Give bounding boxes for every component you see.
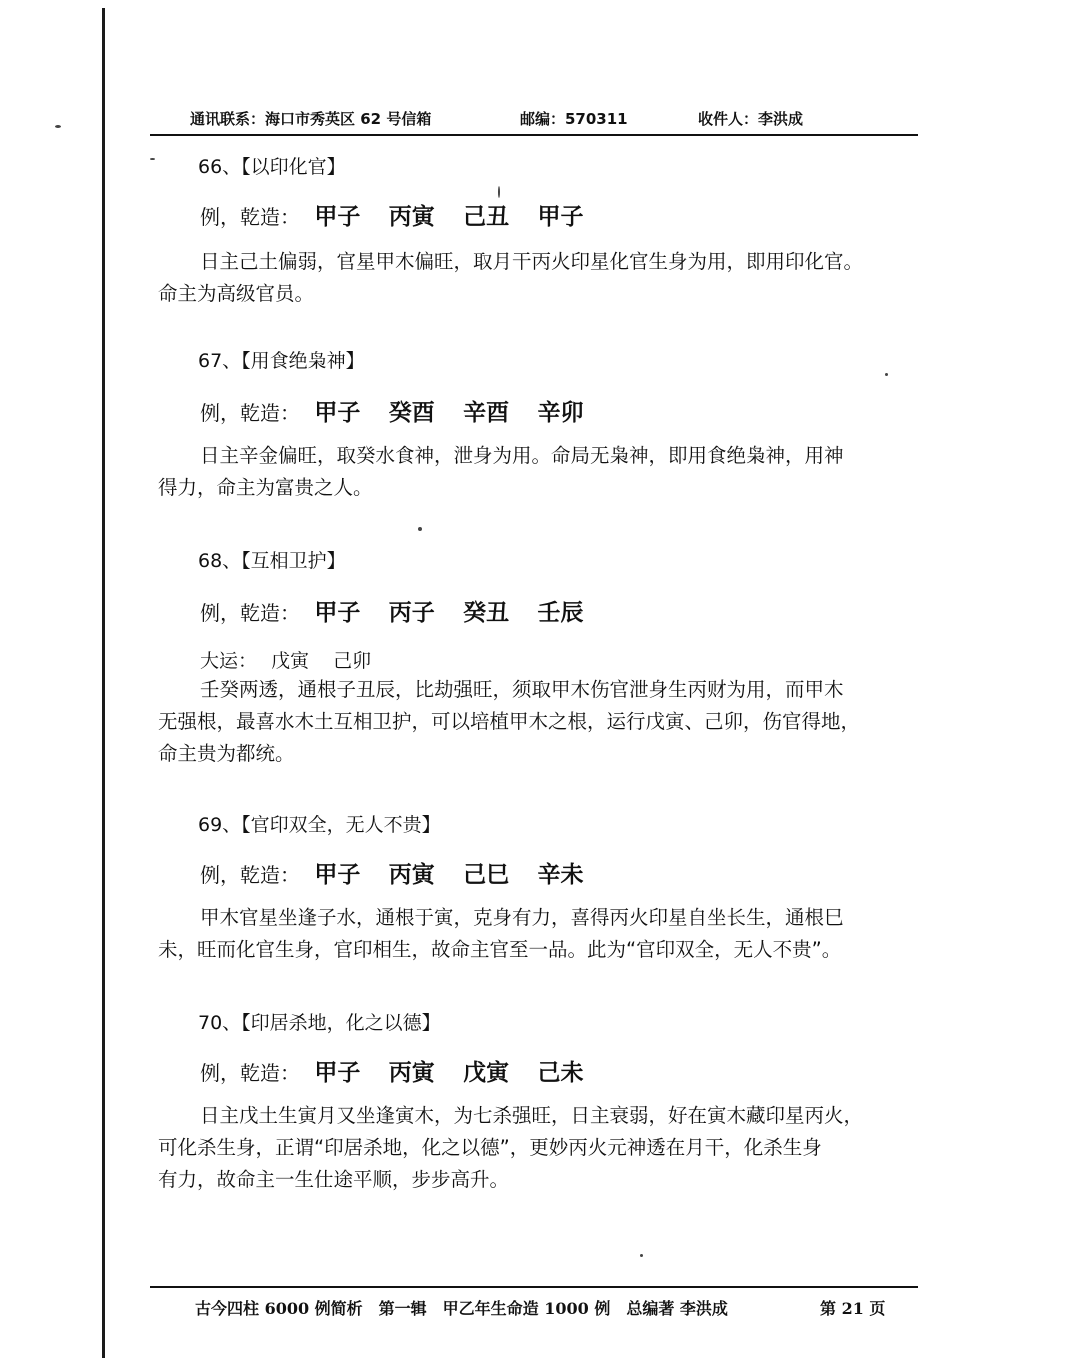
scan-speck bbox=[418, 527, 422, 531]
scan-speck bbox=[640, 1254, 643, 1257]
text-line: 日主戊土生寅月又坐逢寅木，为七杀强旺，日主衰弱，好在寅木藏印星丙火， bbox=[200, 1104, 864, 1127]
text-line: 命主贵为都统。 bbox=[158, 742, 295, 765]
entry-67-text bbox=[158, 440, 918, 504]
example-label: 例，乾造： bbox=[200, 205, 300, 229]
footer-book-title: 古今四柱 6000 例简析 第一辑 甲乙年生命造 1000 例 总编著 李洪成 bbox=[195, 1299, 728, 1318]
header-contact: 通讯联系：海口市秀英区 62 号信箱 bbox=[190, 110, 432, 128]
entry-66-title: 66、【以印化官】 bbox=[198, 156, 346, 178]
entry-68-example bbox=[200, 594, 605, 627]
day-pillar: 己巳 bbox=[463, 862, 510, 888]
entry-69-text bbox=[158, 902, 918, 966]
dayun-value: 己卯 bbox=[333, 650, 372, 672]
entry-69-example bbox=[200, 856, 605, 889]
day-pillar: 辛酉 bbox=[463, 400, 510, 426]
year-pillar: 甲子 bbox=[314, 204, 361, 230]
hour-pillar: 辛未 bbox=[537, 862, 584, 888]
hour-pillar: 辛卯 bbox=[537, 400, 584, 426]
entry-69-title: 69、【官印双全，无人不贵】 bbox=[198, 814, 441, 836]
hour-pillar: 己未 bbox=[537, 1060, 584, 1086]
scan-speck bbox=[55, 125, 61, 128]
entry-68-text bbox=[158, 674, 918, 770]
header-recipient: 收件人：李洪成 bbox=[698, 110, 804, 128]
month-pillar: 丙寅 bbox=[388, 1060, 435, 1086]
entry-70-example bbox=[200, 1054, 605, 1087]
text-line: 命主为高级官员。 bbox=[158, 282, 315, 305]
page-number: 第 21 页 bbox=[820, 1299, 886, 1318]
text-line: 甲木官星坐逢子水，通根于寅，克身有力，喜得丙火印星自坐长生，通根巳 bbox=[200, 906, 844, 929]
text-line: 得力，命主为富贵之人。 bbox=[158, 476, 373, 499]
year-pillar: 甲子 bbox=[314, 1060, 361, 1086]
dayun-label: 大运： bbox=[200, 650, 258, 672]
dayun-value: 戊寅 bbox=[271, 650, 310, 672]
example-label: 例，乾造： bbox=[200, 601, 300, 625]
day-pillar: 己丑 bbox=[463, 204, 510, 230]
month-pillar: 丙寅 bbox=[388, 862, 435, 888]
example-label: 例，乾造： bbox=[200, 401, 300, 425]
example-label: 例，乾造： bbox=[200, 863, 300, 887]
entry-67-example bbox=[200, 394, 605, 427]
month-pillar: 癸酉 bbox=[388, 400, 435, 426]
header-postcode: 邮编：570311 bbox=[520, 110, 628, 128]
entry-70-title: 70、【印居杀地，化之以德】 bbox=[198, 1012, 441, 1034]
page-header bbox=[190, 108, 920, 134]
hour-pillar: 甲子 bbox=[537, 204, 584, 230]
text-line: 壬癸两透，通根子丑辰，比劫强旺，须取甲木伤官泄身生丙财为用，而甲木 bbox=[200, 678, 844, 701]
year-pillar: 甲子 bbox=[314, 600, 361, 626]
month-pillar: 丙寅 bbox=[388, 204, 435, 230]
entry-68-dayun bbox=[200, 646, 389, 673]
text-line: 可化杀生身，正谓“印居杀地，化之以德”，更妙丙火元神透在月干，化杀生身 bbox=[158, 1136, 822, 1159]
text-line: 无强根，最喜水木土互相卫护，可以培植甲木之根，运行戊寅、己卯，伤官得地， bbox=[158, 710, 861, 733]
entry-68-title: 68、【互相卫护】 bbox=[198, 550, 346, 572]
scan-speck bbox=[885, 373, 888, 376]
example-label: 例，乾造： bbox=[200, 1061, 300, 1085]
text-line: 日主己土偏弱，官星甲木偏旺，取月干丙火印星化官生身为用，即用印化官。 bbox=[200, 250, 864, 273]
text-line: 未，旺而化官生身，官印相生，故命主官至一品。此为“官印双全，无人不贵”。 bbox=[158, 938, 842, 961]
scan-speck bbox=[498, 186, 500, 198]
month-pillar: 丙子 bbox=[388, 600, 435, 626]
scan-speck bbox=[150, 158, 155, 160]
entry-66-text bbox=[158, 246, 918, 310]
hour-pillar: 壬辰 bbox=[537, 600, 584, 626]
entry-67-title: 67、【用食绝枭神】 bbox=[198, 350, 365, 372]
entry-66-example bbox=[200, 198, 605, 231]
binding-line bbox=[102, 8, 105, 1358]
text-line: 日主辛金偏旺，取癸水食神，泄身为用。命局无枭神，即用食绝枭神，用神 bbox=[200, 444, 844, 467]
footer-rule bbox=[150, 1286, 918, 1288]
text-line: 有力，故命主一生仕途平顺，步步高升。 bbox=[158, 1168, 510, 1191]
header-rule bbox=[150, 134, 918, 136]
entry-70-text bbox=[158, 1100, 918, 1196]
year-pillar: 甲子 bbox=[314, 400, 361, 426]
page-footer bbox=[195, 1296, 915, 1322]
year-pillar: 甲子 bbox=[314, 862, 361, 888]
day-pillar: 癸丑 bbox=[463, 600, 510, 626]
day-pillar: 戊寅 bbox=[463, 1060, 510, 1086]
